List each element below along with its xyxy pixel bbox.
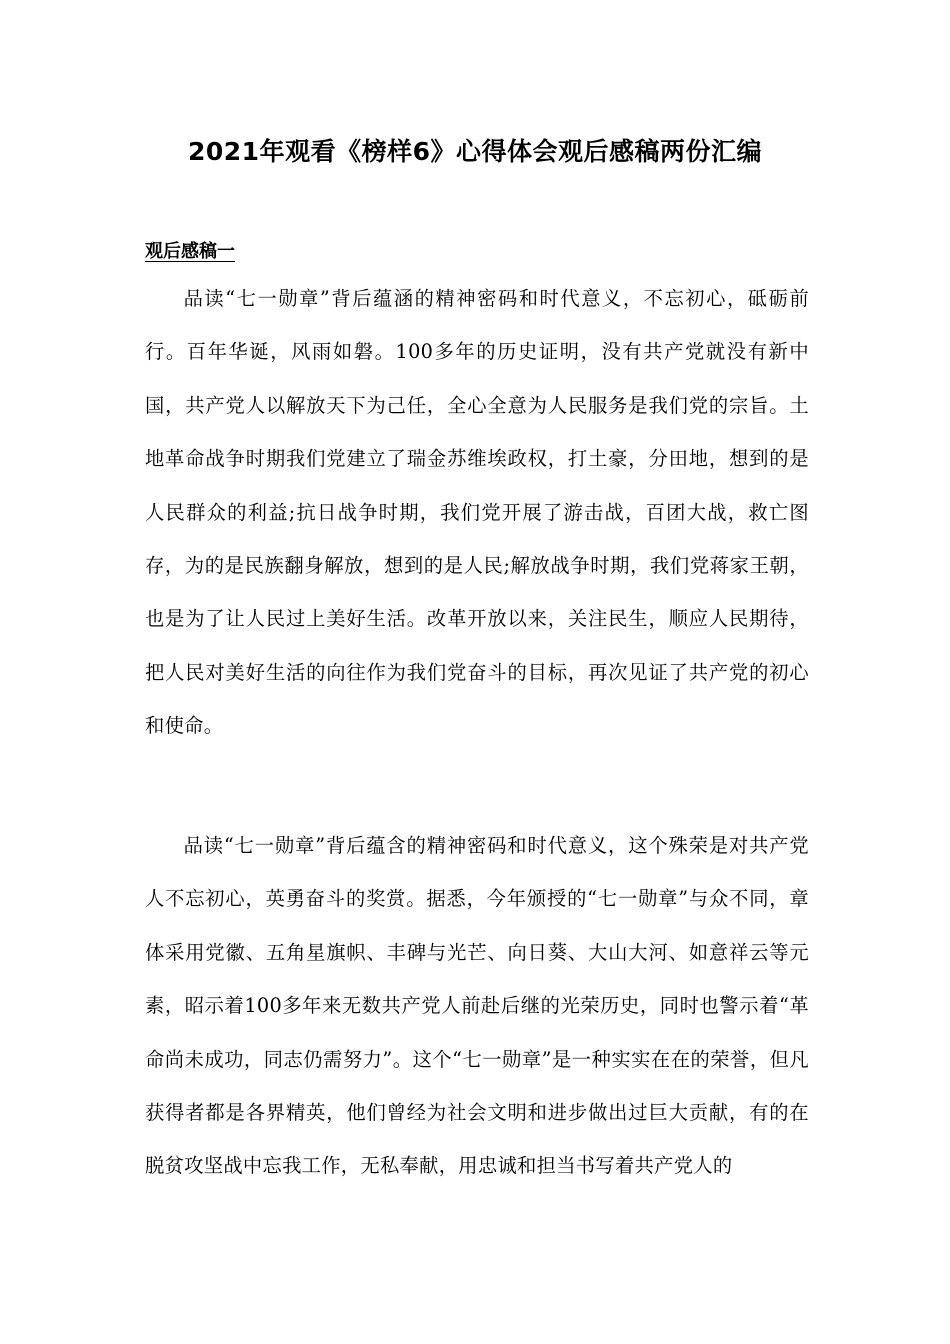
document-title: 2021年观看《榜样6》心得体会观后感稿两份汇编 — [188, 137, 762, 166]
section-heading: 观后感稿一 — [145, 241, 235, 262]
body-paragraph-2: 品读“七一勋章”背后蕴含的精神密码和时代意义，这个殊荣是对共产党人不忘初心，英勇奋斗的奖赏。据悉，今年颁授的“七一勋章”与众不同，章体采用党徽、五角星旗帜、丰碑与光芒、向日葵、大山大河、如意祥云等元素，昭示着100多年来无数共产党人前赴后继的光荣历史，同时也警示着“革命尚未成功，同志仍需努力”。这个“七一勋章”是一种实实在在的荣誉，但凡获得者都是各界精英，他们曾经为社会文明和进步做出过巨大贡献，有的在脱贫攻坚战中忘我工作，无私奉献，用忠诚和担当书写着共产党人的 — [145, 834, 809, 1178]
body-paragraph-1: 品读“七一勋章”背后蕴涵的精神密码和时代意义，不忘初心，砥砺前行。百年华诞，风雨如磐。100多年的历史证明，没有共产党就没有新中国，共产党人以解放天下为己任，全心全意为人民服务是我们党的宗旨。土地革命战争时期我们党建立了瑞金苏维埃政权，打土豪，分田地，想到的是人民群众的利益;抗日战争时期，我们党开展了游击战，百团大战，救亡图存，为的是民族翻身解放，想到的是人民;解放战争时期，我们党蒋家王朝，也是为了让人民过上美好生活。改革开放以来，关注民生，顺应人民期待，把人民对美好生活的向往作为我们党奋斗的目标，再次见证了共产党的初心和使命。 — [145, 287, 809, 738]
